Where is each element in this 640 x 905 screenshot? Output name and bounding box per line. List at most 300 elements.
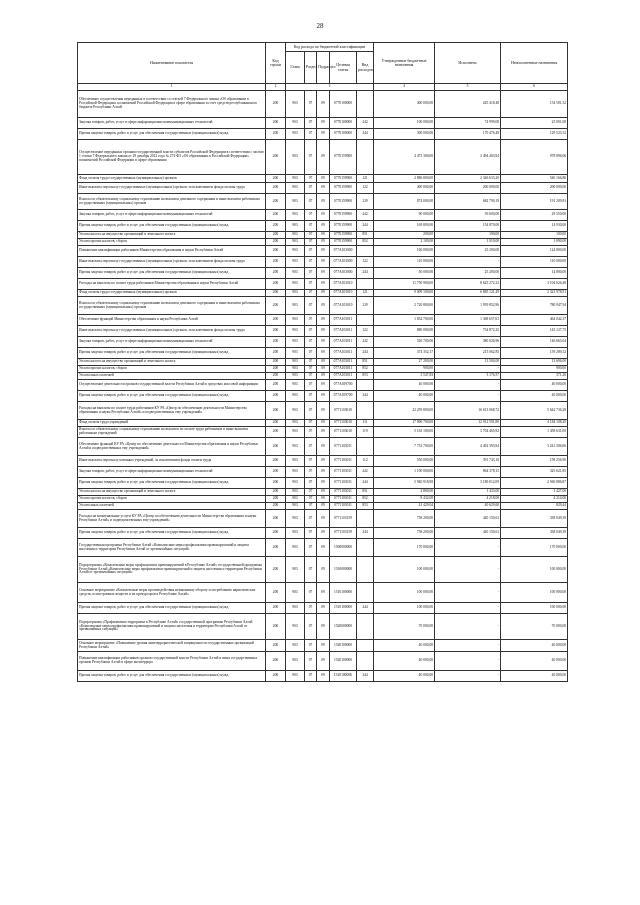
table-row — [78, 510, 568, 528]
row-approved: 1 832 700,00 — [374, 315, 435, 326]
row-subsection: 09 — [317, 359, 330, 366]
row-chapter: 903 — [286, 246, 305, 257]
row-unexecuted: 25 001,00 — [501, 118, 568, 129]
row-subsection: 09 — [317, 496, 330, 503]
row-name: Фонд оплаты труда государственных (муниципальных) органов — [78, 290, 266, 297]
row-section: 07 — [305, 671, 317, 682]
row-chapter: 903 — [286, 91, 305, 118]
header-chapter: Глава — [286, 52, 305, 84]
row-approved: 70 000,00 — [374, 614, 435, 640]
row-executed: 682 790,19 — [435, 194, 501, 210]
row-expense-type: 853 — [357, 503, 374, 510]
table-row — [78, 614, 568, 640]
row-approved: 874 000,00 — [374, 194, 435, 210]
row-unexecuted: 3 241 306,06 — [501, 438, 568, 456]
row-chapter: 903 — [286, 257, 305, 268]
row-chapter: 903 — [286, 118, 305, 129]
row-subsection: 09 — [317, 438, 330, 456]
row-approved: 27 200,00 — [374, 359, 435, 366]
row-chapter: 903 — [286, 210, 305, 221]
table-row — [78, 221, 568, 232]
row-unexecuted: 29 550,00 — [501, 210, 568, 221]
row-approved: 11 750 900,00 — [374, 279, 435, 290]
row-expense-type — [357, 583, 374, 603]
row-name: Уплата налога на имущество организаций и земельного налога — [78, 359, 266, 366]
row-approved: 160 000,00 — [374, 246, 435, 257]
row-expense-type — [357, 402, 374, 420]
row-subsection: 09 — [317, 489, 330, 496]
row-unexecuted: 1 458 631,08 — [501, 427, 568, 438]
row-unexecuted: 100 000,00 — [501, 557, 568, 583]
row-unexecuted: 40 000,00 — [501, 391, 568, 402]
row-line-code: 200 — [266, 583, 286, 603]
row-name: Основное мероприятие «Комплексные меры противодействия незаконному обороту и потреблению наркотических средств, психотропных веществ и их прекурсоров в Республике Алтай» — [78, 583, 266, 603]
row-subsection: 09 — [317, 348, 330, 359]
row-line-code: 200 — [266, 290, 286, 297]
row-expense-type — [357, 91, 374, 118]
row-expense-type: 122 — [357, 183, 374, 194]
row-chapter: 903 — [286, 183, 305, 194]
row-target: 077A109700 — [330, 391, 357, 402]
row-expense-type: 851 — [357, 489, 374, 496]
row-approved: 200,00 — [374, 232, 435, 239]
row-executed: - — [435, 583, 501, 603]
row-unexecuted: 4 214,00 — [501, 496, 568, 503]
row-name: Расходы на выплаты по оплате труда работников КУ РА «Центр по обеспечению деятельности Министерства образования и науки Республики Алтай» и подведомственных ему учреждений» — [78, 402, 266, 420]
row-executed: 154 870,00 — [435, 221, 501, 232]
row-chapter: 903 — [286, 614, 305, 640]
row-line-code: 200 — [266, 373, 286, 380]
row-expense-type: 851 — [357, 232, 374, 239]
row-executed: 1 433,00 — [435, 489, 501, 496]
row-line-code: 200 — [266, 118, 286, 129]
row-chapter: 903 — [286, 194, 305, 210]
row-executed: - — [435, 652, 501, 671]
row-name: Прочая закупка товаров, работ и услуг для обеспечения государственных (муниципальных) нужд — [78, 671, 266, 682]
row-section: 07 — [305, 373, 317, 380]
row-target: 0771103010 — [330, 402, 357, 420]
row-subsection: 09 — [317, 427, 330, 438]
row-unexecuted: 780 947,94 — [501, 297, 568, 315]
row-name: Взносы по обязательному социальному страхованию на выплаты по оплате труда работников и иные выплаты работникам учреждений — [78, 427, 266, 438]
table-row — [78, 557, 568, 583]
row-name: Повышение квалификации работников органов государственной власти Республики Алтай и иных государственных органов Республики Алтай в сфере антитеррора — [78, 652, 266, 671]
row-section: 07 — [305, 427, 317, 438]
row-section: 07 — [305, 583, 317, 603]
page-number: 28 — [316, 22, 324, 30]
row-executed: - — [435, 557, 501, 583]
row-name: Прочая закупка товаров, работ и услуг для обеспечения государственных (муниципальных) нужд — [78, 603, 266, 614]
row-name: Прочая закупка товаров, работ и услуг для обеспечения государственных (муниципальных) нужд — [78, 348, 266, 359]
row-subsection: 09 — [317, 210, 330, 221]
row-name: Подпрограмма «Профилактика терроризма в Республике Алтай» государственной программы Республики Алтай «Комплексные меры профилактики правонарушений и защиты населения и территории Республики Алтай от чрезвычайных ситуаций» — [78, 614, 266, 640]
row-chapter: 903 — [286, 489, 305, 496]
row-section: 07 — [305, 391, 317, 402]
row-section: 07 — [305, 279, 317, 290]
row-name: Прочая закупка товаров, работ и услуг для обеспечения государственных (муниципальных) нужд — [78, 268, 266, 279]
row-unexecuted: 14 800,00 — [501, 268, 568, 279]
row-line-code: 200 — [266, 366, 286, 373]
table-row — [78, 402, 568, 420]
row-executed: 2 346 633,20 — [435, 175, 501, 183]
row-target: 077A103011 — [330, 315, 357, 326]
row-name: Прочая закупка товаров, работ и услуг для обеспечения государственных (муниципальных) нужд — [78, 221, 266, 232]
row-section: 07 — [305, 129, 317, 140]
row-target: 077A103000 — [330, 257, 357, 268]
table-row — [78, 478, 568, 489]
table-row — [78, 337, 568, 348]
row-expense-type: 122 — [357, 326, 374, 337]
row-section: 07 — [305, 210, 317, 221]
row-section: 07 — [305, 438, 317, 456]
row-target: 077A103011 — [330, 366, 357, 373]
row-line-code: 200 — [266, 175, 286, 183]
header-approved: Утвержденные бюджетные назначения — [374, 43, 435, 84]
row-executed: 3 180 012,09 — [435, 478, 501, 489]
table-row — [78, 503, 568, 510]
row-chapter: 903 — [286, 467, 305, 478]
row-unexecuted: 145 127,75 — [501, 326, 568, 337]
table-row — [78, 140, 568, 175]
table-row — [78, 438, 568, 456]
row-expense-type: 852 — [357, 496, 374, 503]
row-name: Фонд оплаты труда государственных (муниципальных) органов — [78, 175, 266, 183]
row-line-code: 200 — [266, 337, 286, 348]
row-line-code: 200 — [266, 391, 286, 402]
row-subsection: 09 — [317, 557, 330, 583]
row-target: 0770100000 — [330, 118, 357, 129]
row-section: 07 — [305, 290, 317, 297]
row-unexecuted: 70 000,00 — [501, 614, 568, 640]
row-target: 0770159900 — [330, 210, 357, 221]
row-line-code: 200 — [266, 221, 286, 232]
row-executed: 3 704 465,92 — [435, 427, 501, 438]
row-expense-type — [357, 557, 374, 583]
row-chapter: 903 — [286, 391, 305, 402]
row-line-code: 200 — [266, 456, 286, 467]
table-row — [78, 583, 568, 603]
row-expense-type: 852 — [357, 239, 374, 246]
row-executed: 1 368 657,63 — [435, 315, 501, 326]
row-chapter: 903 — [286, 366, 305, 373]
row-executed: 420 150,61 — [435, 510, 501, 528]
row-expense-type: 121 — [357, 290, 374, 297]
row-approved: 100 000,00 — [374, 583, 435, 603]
row-expense-type — [357, 279, 374, 290]
row-name: Взносы по обязательному социальному страхованию на выплаты денежного содержания и иные выплаты работникам государственных (муниципальных) органов — [78, 297, 266, 315]
row-line-code: 200 — [266, 239, 286, 246]
row-line-code: 200 — [266, 268, 286, 279]
row-line-code: 200 — [266, 528, 286, 539]
row-executed: 13 504,00 — [435, 359, 501, 366]
row-section: 07 — [305, 640, 317, 652]
row-expense-type: 129 — [357, 194, 374, 210]
row-target: 0771103010 — [330, 427, 357, 438]
row-unexecuted: 110 000,00 — [501, 257, 568, 268]
row-expense-type: 244 — [357, 478, 374, 489]
row-subsection: 09 — [317, 603, 330, 614]
row-unexecuted: 146 663,04 — [501, 337, 568, 348]
row-approved: 758 200,00 — [374, 528, 435, 539]
row-unexecuted: 100 000,00 — [501, 603, 568, 614]
row-approved: 41 429,04 — [374, 503, 435, 510]
row-approved: 5 163 100,00 — [374, 427, 435, 438]
row-subsection: 09 — [317, 232, 330, 239]
row-target: 0770159900 — [330, 221, 357, 232]
row-unexecuted: 200 000,00 — [501, 183, 568, 194]
row-name: Закупка товаров, работ, услуг в сфере информационно-коммуникационных технологий — [78, 118, 266, 129]
budget-execution-table — [77, 42, 568, 682]
row-unexecuted: 2 323 978,51 — [501, 290, 568, 297]
row-name: Повышение квалификации работников Министерства образования и науки Республики Алтай — [78, 246, 266, 257]
row-approved: 7 733 700,00 — [374, 438, 435, 456]
table-row — [78, 467, 568, 478]
row-section: 07 — [305, 528, 317, 539]
row-name: Прочая закупка товаров, работ и услуг для обеспечения государственных (муниципальных) нужд — [78, 391, 266, 402]
row-line-code: 200 — [266, 510, 286, 528]
row-expense-type: 242 — [357, 467, 374, 478]
column-number: 4 — [374, 84, 435, 91]
row-name: Прочая закупка товаров, работ и услуг для обеспечения государственных (муниципальных) нужд — [78, 129, 266, 140]
row-target: 0770159900 — [330, 183, 357, 194]
row-unexecuted: 100,00 — [501, 232, 568, 239]
table-row — [78, 232, 568, 239]
row-section: 07 — [305, 91, 317, 118]
row-chapter: 903 — [286, 315, 305, 326]
column-number-row — [78, 84, 568, 91]
row-unexecuted: 158 256,90 — [501, 456, 568, 467]
row-line-code: 200 — [266, 279, 286, 290]
row-executed: 39 600,00 — [435, 210, 501, 221]
table-row — [78, 380, 568, 391]
row-target: 0771103011 — [330, 456, 357, 467]
table-row — [78, 603, 568, 614]
row-subsection: 09 — [317, 528, 330, 539]
header-budget-code-group: Код расхода по бюджетной классификации — [286, 43, 374, 52]
row-unexecuted: 40 000,00 — [501, 640, 568, 652]
row-section: 07 — [305, 246, 317, 257]
table-row — [78, 183, 568, 194]
row-executed: 100,00 — [435, 232, 501, 239]
row-chapter: 903 — [286, 239, 305, 246]
table-row — [78, 420, 568, 427]
row-approved: 2 100,00 — [374, 239, 435, 246]
row-unexecuted: 829,44 — [501, 503, 568, 510]
table-row — [78, 528, 568, 539]
row-unexecuted: 338 049,39 — [501, 510, 568, 528]
table-row — [78, 366, 568, 373]
row-line-code: 200 — [266, 539, 286, 557]
row-section: 07 — [305, 503, 317, 510]
row-section: 07 — [305, 118, 317, 129]
row-section: 07 — [305, 489, 317, 496]
row-line-code: 200 — [266, 348, 286, 359]
row-name: Уплата прочих налогов, сборов — [78, 366, 266, 373]
row-target: 152010000Б — [330, 671, 357, 682]
row-approved: 1 190 000,00 — [374, 467, 435, 478]
row-target: 0771103159 — [330, 510, 357, 528]
row-line-code: 200 — [266, 246, 286, 257]
row-expense-type: 244 — [357, 221, 374, 232]
row-chapter: 903 — [286, 348, 305, 359]
row-target: 077A103011 — [330, 359, 357, 366]
row-approved: 9 009 100,00 — [374, 290, 435, 297]
row-name: Иные выплаты персоналу государственных (муниципальных) органов, за исключением фонда оплаты труда — [78, 326, 266, 337]
row-executed: 864 378,15 — [435, 467, 501, 478]
row-section: 07 — [305, 603, 317, 614]
header-target: Целевая статья — [330, 52, 357, 84]
row-target: 0771103010 — [330, 420, 357, 427]
row-approved: 50 000,00 — [374, 268, 435, 279]
row-name: Уплата прочих налогов, сборов — [78, 239, 266, 246]
row-chapter: 903 — [286, 337, 305, 348]
table-row — [78, 539, 568, 557]
row-name: Уплата иных платежей — [78, 503, 266, 510]
row-expense-type — [357, 539, 374, 557]
row-chapter: 903 — [286, 129, 305, 140]
row-chapter: 903 — [286, 583, 305, 603]
row-target: 0771103011 — [330, 503, 357, 510]
row-name: Расходы на коммунальные услуги КУ РА «Центр по обеспечению деятельности Министерства образования и науки Республики Алтай» и подведомственных ему учреждений» — [78, 510, 266, 528]
row-subsection: 09 — [317, 194, 330, 210]
row-name: Подпрограмма «Комплексные меры профилактики правонарушений в Республике Алтай» государственной программы Республики Алтай «Комплексные меры профилактики правонарушений и защиты населения и территории Республики Алтай от чрезвычайных ситуаций» — [78, 557, 266, 583]
row-line-code: 200 — [266, 671, 286, 682]
row-line-code: 200 — [266, 652, 286, 671]
row-chapter: 903 — [286, 232, 305, 239]
row-target: 077A103011 — [330, 326, 357, 337]
row-executed: 391 743,10 — [435, 456, 501, 467]
table-header — [78, 43, 568, 91]
row-name: Уплата налога на имущество организаций и земельного налога — [78, 232, 266, 239]
row-approved: 374 352,17 — [374, 348, 435, 359]
row-chapter: 903 — [286, 528, 305, 539]
row-approved: 110 000,00 — [374, 257, 435, 268]
row-expense-type: 122 — [357, 257, 374, 268]
row-section: 07 — [305, 337, 317, 348]
row-target: 077A103011 — [330, 337, 357, 348]
row-expense-type: 112 — [357, 456, 374, 467]
table-row — [78, 671, 568, 682]
row-chapter: 903 — [286, 539, 305, 557]
row-subsection: 09 — [317, 373, 330, 380]
row-name: Закупка товаров, работ, услуг в сфере информационно-коммуникационных технологий — [78, 337, 266, 348]
row-unexecuted: 13 696,00 — [501, 359, 568, 366]
row-line-code: 200 — [266, 603, 286, 614]
row-chapter: 903 — [286, 427, 305, 438]
table-row — [78, 268, 568, 279]
row-unexecuted: 3 104 626,48 — [501, 279, 568, 290]
row-section: 07 — [305, 510, 317, 528]
row-approved: 17 096 700,00 — [374, 420, 435, 427]
table-row — [78, 129, 568, 140]
column-number: 6 — [501, 84, 568, 91]
row-target: 0770159900 — [330, 232, 357, 239]
row-expense-type: 244 — [357, 129, 374, 140]
row-executed: - — [435, 257, 501, 268]
row-executed: - — [435, 603, 501, 614]
row-line-code: 200 — [266, 420, 286, 427]
row-target: 077A109700 — [330, 380, 357, 391]
table-row — [78, 359, 568, 366]
table-row — [78, 348, 568, 359]
table-row — [78, 391, 568, 402]
row-subsection: 09 — [317, 583, 330, 603]
row-section: 07 — [305, 380, 317, 391]
row-expense-type: 853 — [357, 373, 374, 380]
row-subsection: 09 — [317, 221, 330, 232]
row-subsection: 09 — [317, 456, 330, 467]
row-line-code: 200 — [266, 359, 286, 366]
row-chapter: 903 — [286, 438, 305, 456]
row-approved: 100 000,00 — [374, 118, 435, 129]
row-approved: 100 000,00 — [374, 557, 435, 583]
row-chapter: 903 — [286, 297, 305, 315]
row-chapter: 903 — [286, 603, 305, 614]
row-chapter: 903 — [286, 503, 305, 510]
row-section: 07 — [305, 496, 317, 503]
row-executed: 8 625 272,32 — [435, 279, 501, 290]
row-unexecuted: 371,26 — [501, 373, 568, 380]
row-section: 07 — [305, 297, 317, 315]
row-name: Осуществление деятельности органов государственной власти Республики Алтай в средствах массовой информации — [78, 380, 266, 391]
row-unexecuted: 2 560 886,87 — [501, 478, 568, 489]
row-target: 0770159900 — [330, 140, 357, 175]
row-subsection: 09 — [317, 183, 330, 194]
row-expense-type — [357, 380, 374, 391]
row-section: 07 — [305, 348, 317, 359]
row-executed: 215 062,85 — [435, 348, 501, 359]
row-line-code: 200 — [266, 232, 286, 239]
row-section: 07 — [305, 268, 317, 279]
row-target: 0771103011 — [330, 478, 357, 489]
row-line-code: 200 — [266, 503, 286, 510]
row-line-code: 200 — [266, 489, 286, 496]
row-target: 077A103011 — [330, 373, 357, 380]
row-section: 07 — [305, 467, 317, 478]
row-line-code: 200 — [266, 402, 286, 420]
row-subsection: 09 — [317, 239, 330, 246]
row-chapter: 903 — [286, 510, 305, 528]
row-chapter: 903 — [286, 456, 305, 467]
row-subsection: 09 — [317, 467, 330, 478]
row-executed: 40 629,60 — [435, 503, 501, 510]
row-approved: 3 547,83 — [374, 373, 435, 380]
row-line-code: 200 — [266, 183, 286, 194]
row-target: 077A103010 — [330, 279, 357, 290]
row-unexecuted: 1 427,00 — [501, 489, 568, 496]
row-target: 0771103011 — [330, 467, 357, 478]
row-subsection: 09 — [317, 671, 330, 682]
row-unexecuted: 129 523,52 — [501, 129, 568, 140]
row-subsection: 09 — [317, 118, 330, 129]
row-name: Обеспечение функций Министерства образования и науки Республики Алтай — [78, 315, 266, 326]
row-unexecuted: 900,00 — [501, 366, 568, 373]
row-approved: 170 000,00 — [374, 539, 435, 557]
row-chapter: 903 — [286, 221, 305, 232]
row-chapter: 903 — [286, 140, 305, 175]
row-line-code: 200 — [266, 129, 286, 140]
row-subsection: 09 — [317, 337, 330, 348]
row-section: 07 — [305, 183, 317, 194]
row-subsection: 09 — [317, 246, 330, 257]
row-approved: 22 259 800,00 — [374, 402, 435, 420]
header-unexecuted: Неисполненные назначения — [501, 43, 568, 84]
row-chapter: 903 — [286, 671, 305, 682]
row-subsection: 09 — [317, 640, 330, 652]
row-section: 07 — [305, 456, 317, 467]
row-executed: 245 418,48 — [435, 91, 501, 118]
row-approved: 40 000,00 — [374, 380, 435, 391]
